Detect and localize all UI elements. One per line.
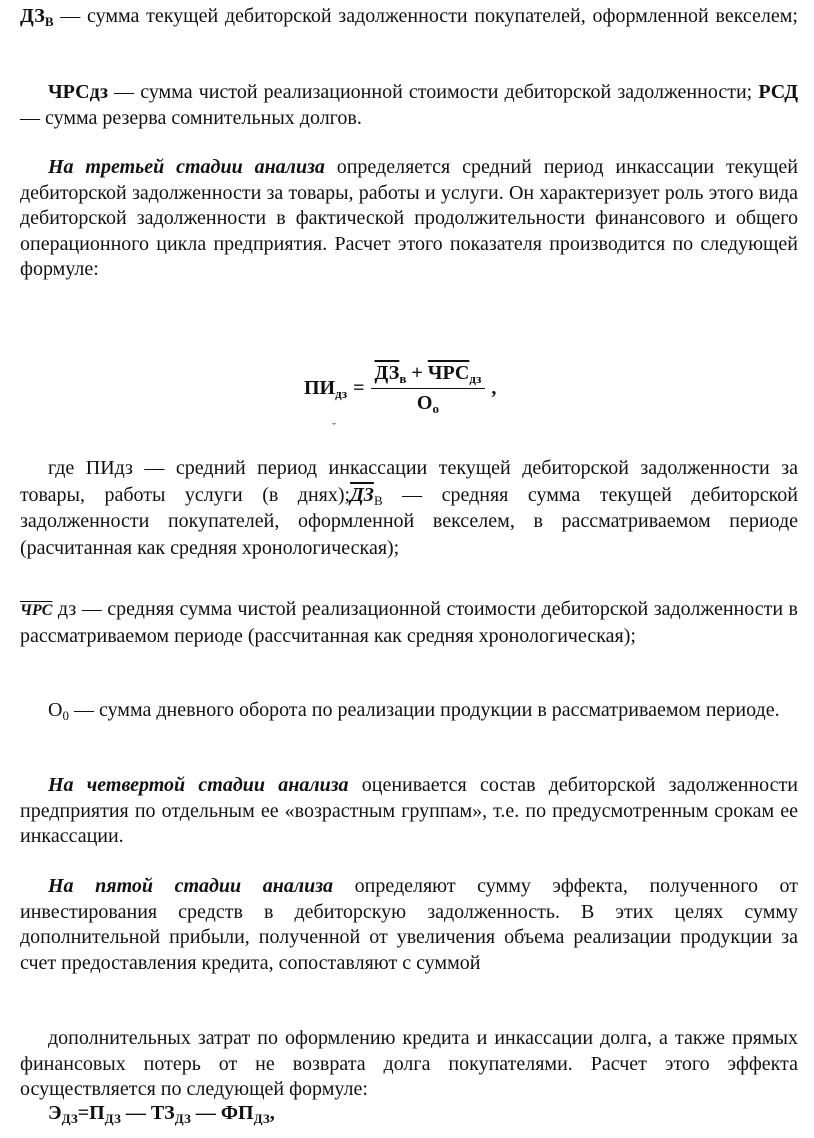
paragraph-where-definitions: где ПИдз — средний период инкассации текущей дебиторской задолженности за товары, работы услуги (в $днях);ДЗ_В$ — средняя сумма текущей дебиторской задолженности покупателей, оформленной векселем, в рассматриваемом периоде (расчитанная как средняя хронологическая); xyxy=(20,457,798,559)
term-o0: $О_0$ xyxy=(48,699,69,723)
term-chrsdz: ЧРСдз xyxy=(48,81,108,103)
paragraph-dzv-definition: $ДЗ_В$ — сумма текущей дебиторской задолженности покупателей, оформленной векселем; xyxy=(20,5,798,29)
stage-three-lead: На третьей стадии анализа xyxy=(48,156,325,178)
stage-five-lead: На пятой стадии анализа xyxy=(48,875,334,897)
term-dzv-average: ДЗ xyxy=(350,483,374,506)
formula-numerator: $ДЗ_в + ЧРС_{дз}$ xyxy=(371,362,486,389)
paragraph-stage-three: На третьей стадии анализа определяется средний период инкассации текущей дебиторской задолженности за товары, работы и услуги. Он характеризует роль этого вида дебиторской задолженности в фактической продолжительности финансового и общего операционного цикла предприятия. Расчет этого показателя производится по следующей формуле: xyxy=(20,156,798,280)
formula-equals: = xyxy=(353,376,365,399)
paragraph-chrsdz-definition: ЧРСдз — сумма чистой реализационной стоимости дебиторской задолженности; РСД — сумма резерва сомнительных долгов. xyxy=(20,81,798,129)
paragraph-chrs-average: ЧРС дз — средняя сумма чистой реализационной стоимости дебиторской задолженности в рассматриваемом периоде (рассчитанная как средняя хронологическая); xyxy=(20,598,798,647)
formula-trailing-comma: , xyxy=(491,376,497,399)
paragraph-additional-costs: дополнительных затрат по оформлению кредита и инкассации долга, а также прямых финансовых потерь от не возврата долга покупателями. Расчет этого эффекта осуществляется по следующей формуле: xyxy=(20,1027,798,1100)
term-rsd: РСД xyxy=(758,81,798,103)
paragraph-stage-five: На пятой стадии анализа определяют сумму эффекта, полученного от инвестирования средств в дебиторскую задолженность. В этих целях сумму дополнительной прибыли, полученной от увеличения объема реализации продукции за счет предоставления кредита, сопоставляют с суммой xyxy=(20,875,798,974)
term-chrs-average: ЧРС xyxy=(20,602,53,619)
formula-lhs: $ПИ_{дз}$ xyxy=(304,376,348,401)
formula-denominator: $О_о$ xyxy=(416,391,439,416)
stage-four-lead: На четвертой стадии анализа xyxy=(48,774,349,796)
formula-effect: $Э_{ДЗ}=П_{ДЗ}$ — $ТЗ_{ДЗ}$ — $ФП_{ДЗ}$, xyxy=(48,1102,275,1126)
scan-mark: ˇ xyxy=(332,420,336,434)
term-dzv: $ДЗ_В$ xyxy=(20,5,54,29)
paragraph-stage-four: На четвертой стадии анализа оценивается состав дебиторской задолженности предприятия по отдельным ее «возрастным группам», т.е. по предусмотренным срокам ее инкассации. xyxy=(20,774,798,847)
paragraph-daily-turnover: $О_0$ — сумма дневного оборота по реализации продукции в рассматриваемом периоде. xyxy=(48,699,780,723)
formula-fraction xyxy=(371,362,486,415)
formula-collection-period xyxy=(304,353,496,423)
